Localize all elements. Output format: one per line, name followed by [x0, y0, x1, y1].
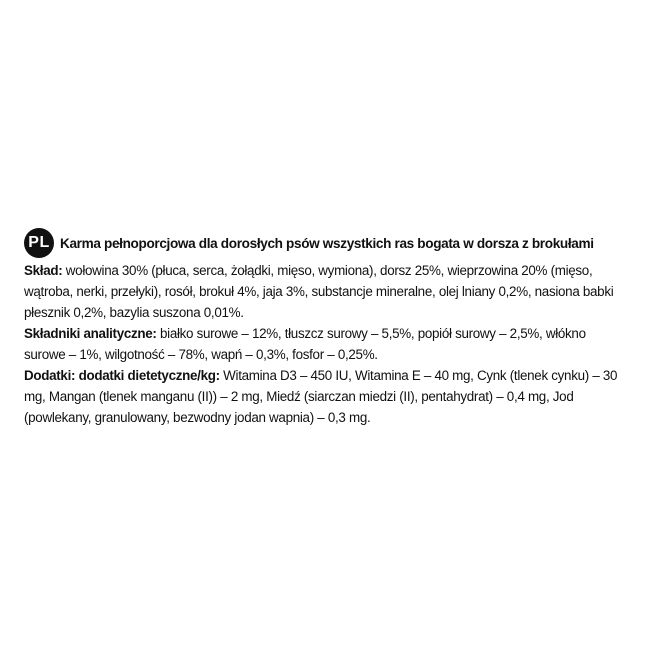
analytical-section	[24, 323, 628, 365]
product-title: Karma pełnoporcjowa dla dorosłych psów wszystkich ras bogata w dorsza z brokułami	[60, 235, 594, 251]
analytical-text: białko surowe – 12%, tłuszcz surowy – 5,5%, popiół surowy – 2,5%, włókno surowe – 1%, wilgotność – 78%, wapń – 0,3%, fosfor – 0,25%.	[24, 326, 586, 362]
composition-section	[24, 260, 628, 323]
composition-label: Skład:	[24, 263, 63, 278]
language-badge: PL	[24, 228, 54, 258]
additives-label: Dodatki: dodatki dietetyczne/kg:	[24, 368, 220, 383]
label-header	[24, 226, 628, 260]
label-block	[24, 226, 628, 428]
additives-section	[24, 365, 628, 428]
analytical-label: Składniki analityczne:	[24, 326, 157, 341]
composition-text: wołowina 30% (płuca, serca, żołądki, mięso, wymiona), dorsz 25%, wieprzowina 20% (mięso, wątroba, nerki, przełyki), rosół, brokuł 4%, jaja 3%, substancje mineralne, olej lniany 0,2%, nasiona babki płesznik 0,2%, bazylia suszona 0,01%.	[24, 263, 614, 320]
additives-text: Witamina D3 – 450 IU, Witamina E – 40 mg, Cynk (tlenek cynku) – 30 mg, Mangan (tlenek manganu (II)) – 2 mg, Miedź (siarczan miedzi (II), pentahydrat) – 0,4 mg, Jod (powlekany, granulowany, bezwodny jodan wapnia) – 0,3 mg.	[24, 368, 618, 425]
